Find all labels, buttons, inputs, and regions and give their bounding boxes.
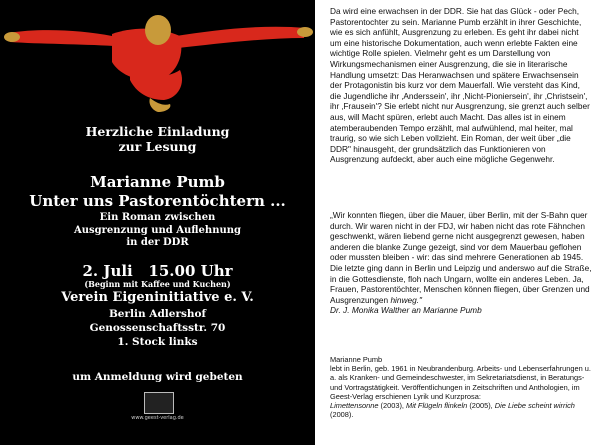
- author-bio: [330, 355, 592, 419]
- event-title-block: [0, 173, 315, 211]
- invitation-heading: [0, 124, 315, 154]
- address-line-3: 1. Stock links: [117, 336, 198, 349]
- venue-name: Verein Eigeninitiative e. V.: [61, 290, 254, 305]
- book-title: Unter uns Pastorentöchtern ...: [29, 191, 286, 210]
- publisher-logo: [144, 392, 174, 414]
- bio-name: Marianne Pumb: [330, 355, 383, 364]
- bio-text: lebt in Berlin, geb. 1961 in Neubrandenburg. Arbeits- und Lebenserfahrungen u. a. als Kranken- und Gemeindeschwester, im Sekretariatsdienst, in Beratungs- und Vortragstätigkeit. Veröffentlichungen in Zeitschriften und Anthologien, im Geest-Verlag erschienen Lyrik und Kurzprosa:: [330, 364, 591, 401]
- flying-figure-illustration: [0, 0, 315, 115]
- event-date-time: [0, 262, 315, 280]
- subtitle-line-2: Ausgrenzung und Auflehnung: [74, 224, 241, 236]
- address-line-2: Genossenschaftsstr. 70: [89, 322, 226, 335]
- quote-block: [330, 210, 592, 316]
- invite-line-1: Herzliche Einladung: [85, 124, 230, 139]
- bio-book-2: Mit Flügeln flinkeln: [406, 401, 468, 411]
- invite-line-2: zur Lesung: [118, 139, 197, 154]
- event-note: (Beginn mit Kaffee und Kuchen): [84, 279, 231, 289]
- address-line-1: Berlin Adlershof: [108, 308, 207, 320]
- event-date: 2. Juli: [82, 262, 133, 280]
- subtitle-line-1: Ein Roman zwischen: [99, 212, 216, 223]
- text-panel: [330, 0, 592, 445]
- quote-end: hinweg.": [390, 294, 422, 305]
- publisher-url: www.geest-verlag.de: [131, 415, 184, 421]
- quote-author: Dr. J. Monika Walther an Marianne Pumb: [330, 305, 482, 316]
- event-time: 15.00 Uhr: [148, 262, 233, 280]
- venue-address: [0, 307, 315, 350]
- subtitle-line-3: in der DDR: [126, 237, 189, 248]
- bio-year-3: (2008).: [330, 410, 354, 420]
- bio-book-3: Die Liebe scheint wirrich: [494, 401, 575, 411]
- bio-year-1: (2003),: [380, 401, 404, 411]
- rsvp-note: um Anmeldung wird gebeten: [72, 371, 243, 383]
- bio-year-2: (2005),: [469, 401, 493, 411]
- book-subtitle: [0, 212, 315, 250]
- book-description: Da wird eine erwachsen in der DDR. Sie hat das Glück - oder Pech, Pastorentochter zu sein. Marianne Pumb erzählt in ihrer Geschichte, wie es sich anfühlt, Ausgrenzung zu erleben. Es geht ihr dabei nicht um eine historische Dokumentation, auch wenn erlebte Fakten eine wichtige Rolle spielen. Vielmehr geht es um Darstellung von Wirkungsmechanismen einer Ausgrenzung, die sie in literarische Handlung umsetzt: Das Heranwachsen und spätere Erwachsensein der Protagonistin bis kurz vor dem Mauerfall. Wie versteht das Kind, die Jugendliche ihr ‚Anderssein', ihr ‚Nicht-Pioniersein', ihr ‚Christsein', ihr ‚Frausein'? Sie erlebt nicht nur Ausgrenzung, sie grenzt auch selber aus, will Macht spüren, erlebt auch Macht. Das alles ist in einem atemberaubenden Tempo erzählt, mal aufwühlend, mal heiter, mal traurig, so wie sich Leben vollzieht. Ein Roman, der weit über „die DDR" hinausgeht, der grundsätzlich das Funktionieren von Ausgrenzung aufdeckt, aber auch eine mögliche Gegenwehr.: [330, 6, 590, 165]
- bio-book-1: Limettensonne: [330, 401, 379, 411]
- quote-text: „Wir konnten fliegen, über die Mauer, über Berlin, mit der S-Bahn quer durch. Wir waren nicht in der FDJ, wir haben nicht das rote Fähnchen geschwenkt, wären liebend gerne nicht ausgegrenzt gewesen, haben anderen die blanke Zunge gezeigt, sind vor dem Mauerbau geflohen oder mussten bleiben - wir: das sind mehrere Generationen ab 1945. Die letzte ging dann in Berlin und Leipzig und anderswo auf die Straße, in die Gottesdienste, floh nach Ungarn, wollte ein anderes Leben. Ja, Frauen, Pastorentöchter, Menschen können fliegen, über Grenzen und Ausgrenzungen: [330, 210, 592, 305]
- author-name: Marianne Pumb: [90, 173, 225, 191]
